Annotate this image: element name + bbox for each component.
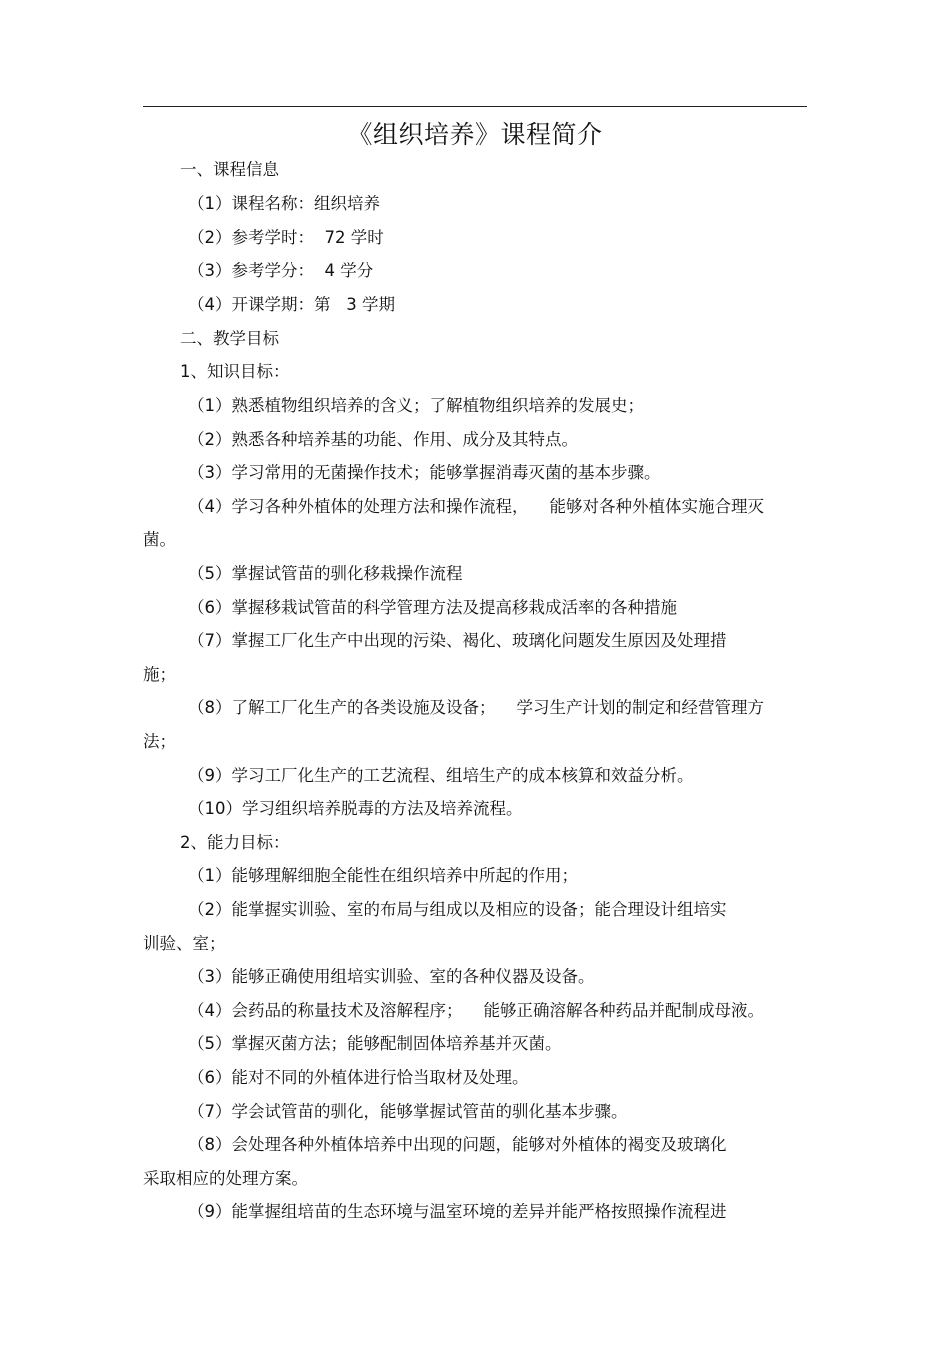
paragraph-line: （7）学会试管苗的驯化，能够掌握试管苗的驯化基本步骤。 [188,1102,628,1121]
paragraph-line: （4）开课学期：第 3 学期 [188,295,395,314]
paragraph-line: （4）学习各种外植体的处理方法和操作流程， 能够对各种外植体实施合理灭 [188,497,764,516]
paragraph-line: （7）掌握工厂化生产中出现的污染、褐化、玻璃化问题发生原因及处理措 [188,631,727,650]
paragraph-line: （3）参考学分： 4 学分 [188,261,374,280]
subsection-heading: 2、能力目标： [180,833,290,852]
section-heading: 一、课程信息 [180,160,279,179]
paragraph-line: （5）掌握试管苗的驯化移栽操作流程 [188,564,463,583]
paragraph-line: （6）能对不同的外植体进行恰当取材及处理。 [188,1068,529,1087]
paragraph-line: （4）会药品的称量技术及溶解程序； 能够正确溶解各种药品并配制成母液。 [188,1001,764,1020]
paragraph-continuation: 训验、室； [143,934,226,953]
subsection-heading: 1、知识目标： [180,362,290,381]
paragraph-line: （9）能掌握组培苗的生态环境与温室环境的差异并能严格按照操作流程进 [188,1202,727,1221]
document-title: 《组织培养》课程简介 [347,120,603,149]
paragraph-line: （2）参考学时： 72 学时 [188,228,384,247]
paragraph-continuation: 法； [143,732,176,751]
paragraph-line: （10）学习组织培养脱毒的方法及培养流程。 [188,799,523,818]
paragraph-line: （5）掌握灭菌方法；能够配制固体培养基并灭菌。 [188,1034,562,1053]
paragraph-line: （2）能掌握实训验、室的布局与组成以及相应的设备；能合理设计组培实 [188,900,727,919]
paragraph-line: （3）能够正确使用组培实训验、室的各种仪器及设备。 [188,967,595,986]
paragraph-continuation: 菌。 [143,530,176,549]
section-heading: 二、教学目标 [180,329,279,348]
paragraph-line: （1）能够理解细胞全能性在组织培养中所起的作用； [188,866,578,885]
paragraph-continuation: 施； [143,665,176,684]
paragraph-line: （6）掌握移栽试管苗的科学管理方法及提高移栽成活率的各种措施 [188,598,677,617]
paragraph-line: （8）会处理各种外植体培养中出现的问题，能够对外植体的褐变及玻璃化 [188,1135,727,1154]
paragraph-continuation: 采取相应的处理方案。 [143,1169,308,1188]
paragraph-line: （2）熟悉各种培养基的功能、作用、成分及其特点。 [188,430,578,449]
paragraph-line: （9）学习工厂化生产的工艺流程、组培生产的成本核算和效益分析。 [188,766,694,785]
paragraph-line: （3）学习常用的无菌操作技术；能够掌握消毒灭菌的基本步骤。 [188,463,661,482]
paragraph-line: （1）课程名称：组织培养 [188,194,380,213]
paragraph-line: （1）熟悉植物组织培养的含义；了解植物组织培养的发展史； [188,396,644,415]
header-rule [143,106,807,107]
paragraph-line: （8）了解工厂化生产的各类设施及设备； 学习生产计划的制定和经营管理方 [188,698,764,717]
